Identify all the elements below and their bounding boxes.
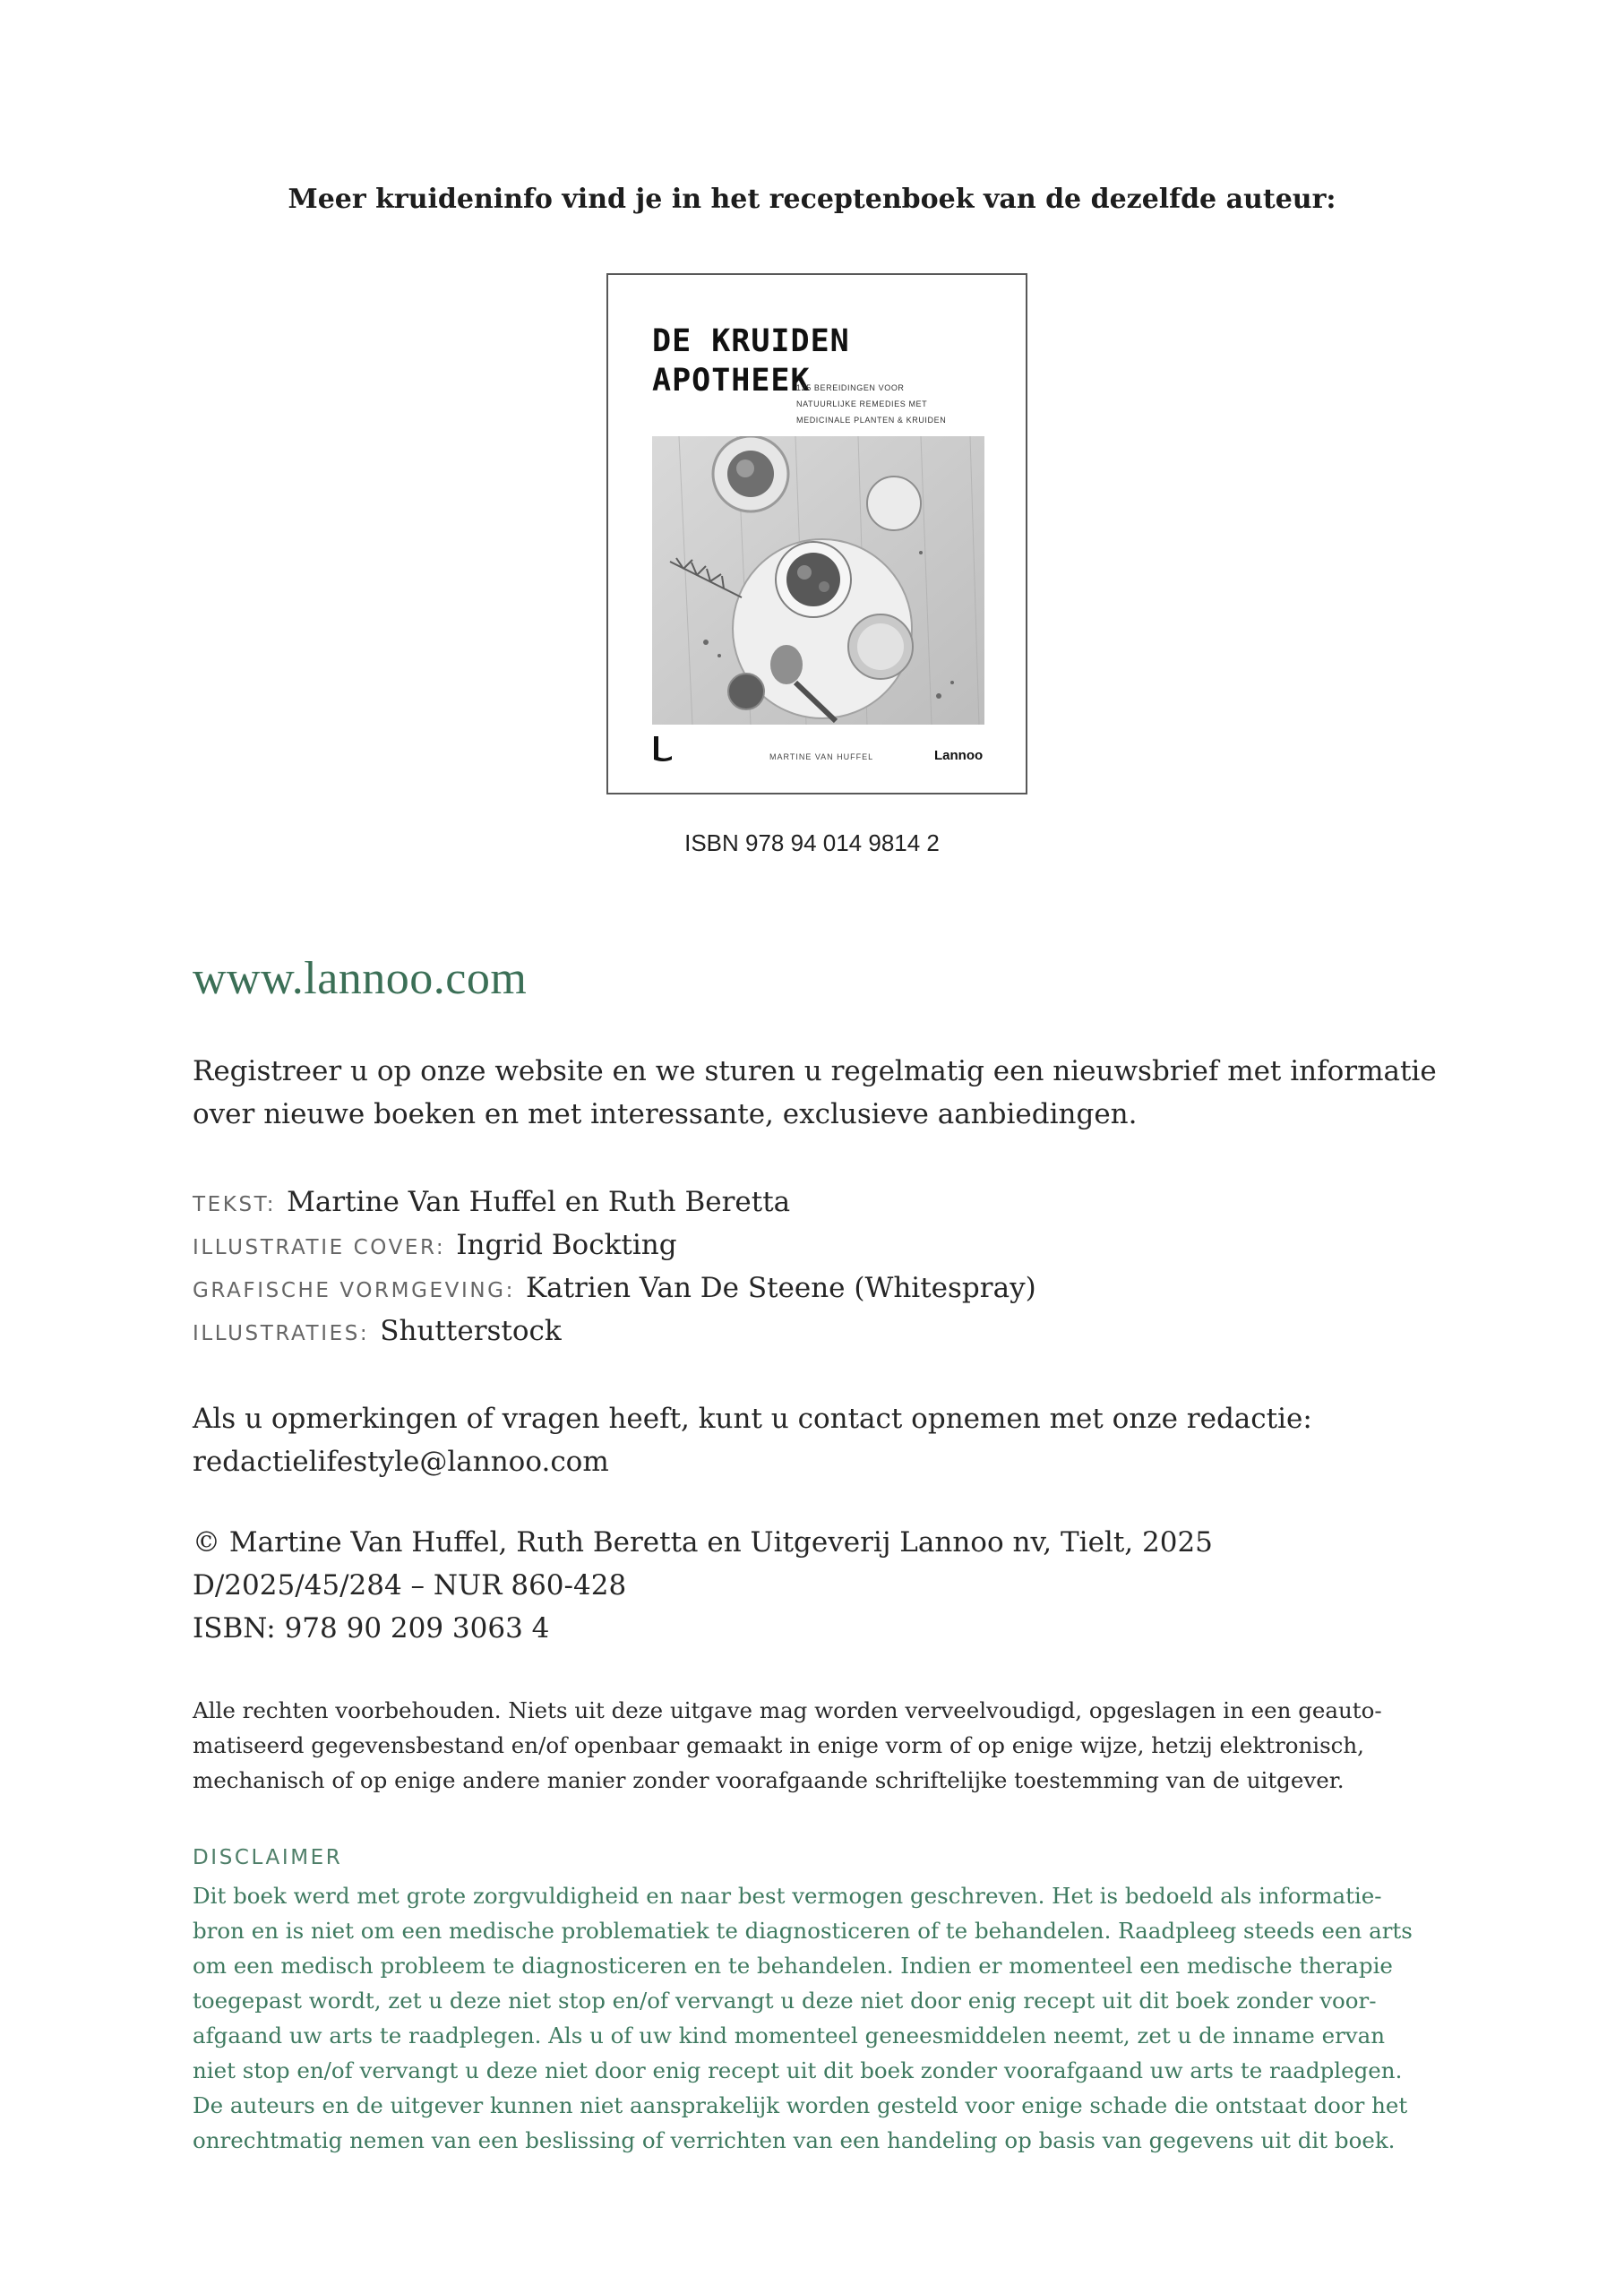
rights-line: matiseerd gegevensbestand en/of openbaar gemaakt in enige vorm of op enige wijze, hetzij elektronisch, — [193, 1732, 1364, 1758]
cover-isbn: ISBN 978 94 014 9814 2 — [684, 829, 940, 856]
disclaimer-paragraph — [193, 1878, 1413, 2158]
credit-label: ILLUSTRATIES: — [193, 1322, 370, 1345]
rights-line: Alle rechten voorbehouden. Niets uit deze uitgave mag worden verveelvoudigd, opgeslagen in een geauto- — [193, 1697, 1382, 1723]
disclaimer-line: afgaand uw arts te raadplegen. Als u of uw kind momenteel geneesmiddelen neemt, zet u de inname ervan — [193, 2022, 1386, 2048]
copyright-line: © Martine Van Huffel, Ruth Beretta en Uitgeverij Lannoo nv, Tielt, 2025 — [193, 1526, 1213, 1559]
disclaimer-line: toegepast wordt, zet u deze niet stop en/of vervangt u deze niet door enig recept uit dit boek zonder voor- — [193, 1988, 1377, 2014]
credit-row — [193, 1267, 1036, 1310]
disclaimer-line: bron en is niet om een medische problematiek te diagnosticeren of te behandelen. Raadpleeg steeds een arts — [193, 1918, 1413, 1944]
register-line: over nieuwe boeken en met interessante, exclusieve aanbiedingen. — [193, 1098, 1138, 1130]
legal-deposit-line: D/2025/45/284 – NUR 860-428 — [193, 1569, 627, 1602]
contact-email[interactable]: redactielifestyle@lannoo.com — [193, 1446, 609, 1478]
rights-paragraph — [193, 1693, 1382, 1798]
credit-row — [193, 1181, 1036, 1224]
cover-author: MARTINE VAN HUFFEL — [769, 752, 874, 761]
credit-label: TEKST: — [193, 1193, 277, 1216]
credit-value: Katrien Van De Steene (Whitespray) — [525, 1272, 1036, 1304]
register-paragraph — [193, 1050, 1437, 1136]
disclaimer-heading: DISCLAIMER — [193, 1846, 343, 1869]
lannoo-l-logo-icon — [652, 736, 674, 761]
cover-subtitle — [796, 380, 1002, 428]
disclaimer-line: om een medisch probleem te diagnosticeren en te behandelen. Indien er momenteel een medische therapie — [193, 1953, 1393, 1979]
copyright-block — [193, 1521, 1213, 1650]
register-line: Registreer u op onze website en we sturen u regelmatig een nieuwsbrief met informatie — [193, 1055, 1437, 1087]
disclaimer-line: onrechtmatig nemen van een beslissing of verrichten van een handeling op basis van gegevens uit dit boek. — [193, 2127, 1396, 2153]
credit-label: ILLUSTRATIE COVER: — [193, 1236, 446, 1259]
credit-label: GRAFISCHE VORMGEVING: — [193, 1279, 515, 1302]
credits-list — [193, 1181, 1036, 1353]
cover-publisher: Lannoo — [934, 748, 984, 763]
website-link[interactable]: www.lannoo.com — [193, 953, 528, 1004]
cover-subtitle-line: MEDICINALE PLANTEN & KRUIDEN — [796, 416, 947, 425]
disclaimer-line: Dit boek werd met grote zorgvuldigheid en naar best vermogen geschreven. Het is bedoeld als informatie- — [193, 1883, 1382, 1909]
cover-photo — [652, 436, 984, 725]
isbn-line: ISBN: 978 90 209 3063 4 — [193, 1612, 550, 1645]
cover-title-line: DE KRUIDEN — [652, 323, 850, 359]
credit-value: Ingrid Bockting — [456, 1229, 677, 1261]
cover-subtitle-line: NATUURLIJKE REMEDIES MET — [796, 399, 928, 408]
credit-value: Shutterstock — [380, 1315, 562, 1347]
book-cover-image — [606, 273, 1027, 794]
cover-title-line: APOTHEEK — [652, 363, 811, 399]
credit-value: Martine Van Huffel en Ruth Beretta — [287, 1186, 791, 1218]
cover-subtitle-line: 125 BEREIDINGEN VOOR — [796, 383, 905, 392]
rights-line: mechanisch of op enige andere manier zonder voorafgaande schriftelijke toestemming van de uitgever. — [193, 1767, 1345, 1793]
contact-paragraph — [193, 1397, 1312, 1483]
contact-line: Als u opmerkingen of vragen heeft, kunt u contact opnemen met onze redactie: — [193, 1403, 1312, 1435]
intro-text: Meer kruideninfo vind je in het receptenboek van de dezelfde auteur: — [288, 184, 1336, 215]
credit-row — [193, 1310, 1036, 1353]
credit-row — [193, 1224, 1036, 1267]
disclaimer-line: De auteurs en de uitgever kunnen niet aansprakelijk worden gesteld voor enige schade die ontstaat door het — [193, 2092, 1408, 2118]
disclaimer-line: niet stop en/of vervangt u deze niet door enig recept uit dit boek zonder voorafgaand uw arts te raadplegen. — [193, 2057, 1403, 2083]
